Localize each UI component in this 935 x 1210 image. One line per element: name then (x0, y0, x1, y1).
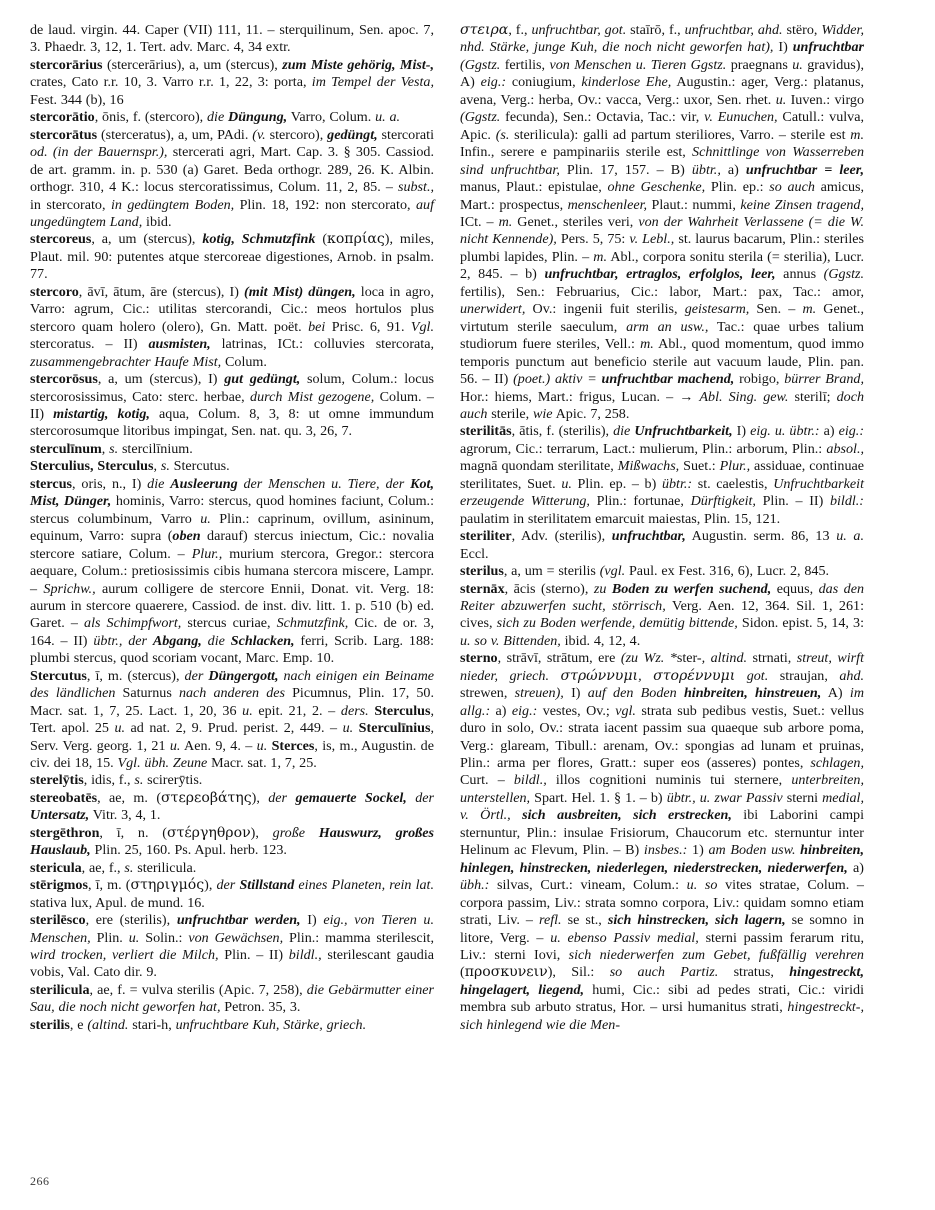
dictionary-entry: stergēthron, ī, n. (στέργηθρον), große Hauswurz, großes Hauslaub, Plin. 25, 160. Ps. Apul. herb. 123. (30, 824, 434, 859)
dictionary-entry: stercus, oris, n., I) die Ausleerung der Menschen u. Tiere, der Kot, Mist, Dünger, hominis, Varro: stercus, quod homines faciunt, Colum.: stercus columbinum, Varro u. Plin.: caprinum, ovillum, asininum, equinum, Varro: supra (oben darauf) stercus iniectum, Cic.: novalia stercore satiare, Colum. – Plur., murium stercora, Gregor.: stercora aequare, Colum.: pretiosissimis cibis humana stercora miscere, Lampr. – Sprichw., aurum colligere de stercore Ennii, Donat. vit. Verg. 18: aurum in stercore quaerere, Cassiod. de inst. div. litt. 1. p. 510 (b) ed. Garet. – als Schimpfwort, stercus curiae, Schmutzfink, Cic. de or. 3, 164. – II) übtr., der Abgang, die Schlacken, ferri, Scrib. Larg. 188: plumbi stercus, quod scoriam vocant, Marc. Emp. 10. (30, 475, 434, 667)
dictionary-entry: sterilēsco, ere (sterilis), unfruchtbar werden, I) eig., von Tieren u. Menschen, Plin. u. Solin.: von Gewächsen, Plin.: mamma sterilescit, wird trocken, verliert die Milch, Plin. – II) bildl., sterilescant gaudia vobis, Val. Cato dir. 9. (30, 912, 435, 981)
right-column (460, 22, 864, 1162)
dictionary-entry: stericula, ae, f., s. sterilicula. (30, 859, 197, 876)
left-column (30, 22, 434, 1162)
page-number: 266 (30, 1174, 50, 1188)
dictionary-entry: steriliter, Adv. (sterilis), unfruchtbar, Augustin. serm. 86, 13 u. a. Eccl. (460, 528, 864, 562)
dictionary-entry: sterelȳtis, idis, f., s. scirerȳtis. (30, 772, 203, 789)
dictionary-entry: stercorātus (sterceratus), a, um, PAdi. (v. stercoro), gedüngt, stercorati od. (in der Bauernspr.), stercerati agri, Mart. Cap. 3. § 305. Cassiod. de art. gramm. in. p. 530 (a) Garet. Beda orthogr. 289, 26. K. Albin. orthogr. 310, 4 K.: locus stercoratissimus, Colum. 11, 2, 85. – subst., in stercorato, in gedüngtem Boden, Plin. 18, 192: non stercorato, auf ungedüngtem Land, ibid. (30, 126, 434, 230)
dictionary-entry: stereobatēs, ae, m. (στερεοβάτης), der gemauerte Sockel, der Untersatz, Vitr. 3, 4, 1. (30, 789, 435, 824)
dictionary-entry: Sterculius, Sterculus, s. Stercutus. (30, 458, 230, 475)
dictionary-entry: sterno, strāvī, strātum, ere (zu Wz. *ster-, altind. strnati, streut, wirft nieder, griech. στρώννυμι, στορέννυμι got. straujan, ahd. strewen, streuen), I) auf den Boden hinbreiten, hinstreuen, A) im allg.: a) eig.: vestes, Ov.; vgl. strata sub pedibus vestis, Suet.: vellus duro in solo, Ov.: strata iacent passim sua quaeque sub arbore poma, Verg.: glaream, Tibull.: arenam, Ov.: spongias ad lunam et pruinas, Plin.: arma per flores, Gratt.: super eos (asseres) pontes, schlagen, Curt. – bildl., illos cognitioni numinis tui sternere, unterbreiten, unterstellen, Spart. Hel. 1. § 1. – b) übtr., u. zwar Passiv sterni medial, v. Örtl., sich ausbreiten, sich erstrecken, ibi Laborini campi sternuntur, Plin.: insulae Frisiorum, Chaucorum etc. sternuntur inter Helinum ac Flevum, Plin. – B) insbes.: 1) am Boden usw. hinbreiten, hinlegen, hinstrecken, niederlegen, niederstrecken, niederwerfen, a) übh.: silvas, Curt.: vineam, Colum.: u. so vites stratae, Colum. – corpora passim, Liv.: strata somno corpora, Liv.: quidam somno etiam strati, Liv. – refl. se st., sich hinstrecken, sich lagern, se somno in litore, Verg. – u. ebenso Passiv medial, sterni passim ferarum ritu, Liv.: sterni Iovi, sich niederwerfen zum Gebet, fußfällig verehren (προσκυνειν), Sil.: so auch Partiz. stratus, hingestreckt, hingelagert, liegend, humi, Cic.: sibi ad pedes strati, Cic.: viridi membra sub arbuto stratus, Hor. – ursi humanitus strati, hingestreckt-, sich hinlegend wie die Men- (460, 650, 865, 1033)
dictionary-entry: stercorātio, ōnis, f. (stercoro), die Düngung, Varro, Colum. u. a. (30, 109, 401, 126)
entry-continuation: de laud. virgin. 44. Caper (VII) 111, 11. – sterquilinum, Sen. apoc. 7, 3. Phaedr. 3, 12, 1. Tert. adv. Marc. 4, 34 extr. (30, 22, 434, 56)
dictionary-entry: stercoreus, a, um (stercus), kotig, Schmutzfink (κοπρίας), miles, Plaut. mil. 90: putentes atque stercoreae digestiones, Arnob. in psalm. 77. (30, 231, 434, 283)
dictionary-entry: stērigmos, ī, m. (στηριγμός), der Stillstand eines Planeten, rein lat. stativa lux, Apul. de mund. 16. (30, 877, 434, 911)
dictionary-entry: sterilitās, ātis, f. (sterilis), die Unfruchtbarkeit, I) eig. u. übtr.: a) eig.: agrorum, Cic.: terrarum, Lact.: mulierum, Plin.: arborum, Plin.: absol., magnā quondam sterilitate, Mißwachs, Suet.: Plur., assiduae, continuae sterilitates, Suet. u. Plin. ep. – b) übtr.: st. caelestis, Unfruchtbarkeit erzeugende Witterung, Plin.: fortunae, Dürftigkeit, Plin. – II) bildl.: paulatim in sterilitatem emarcuit maiestas, Plin. 15, 121. (460, 423, 865, 527)
entry-continuation: στειρα, f., unfruchtbar, got. staīrō, f., unfruchtbar, ahd. stëro, Widder, nhd. Stärke, junge Kuh, die noch nicht geworfen hat), I) unfruchtbar (Ggstz. fertilis, von Menschen u. Tieren Ggstz. praegnans u. gravidus), A) eig.: coniugium, kinderlose Ehe, Augustin.: ager, Verg.: platanus, avena, Verg.: herba, Ov.: vacca, Verg.: uxor, Sen. rhet. u. Iuven.: virgo (Ggstz. fecunda), Sen.: Octavia, Tac.: vir, v. Eunuchen, Catull.: vulva, Apic. (s. sterilicula): galli ad partum steriliores, Varro. – sterile est m. Infin., serere e pampinariis sterile est, Schnittlinge von Wasserreben sind unfruchtbar, Plin. 17, 157. – B) übtr., a) unfruchtbar = leer, manus, Plaut.: epistulae, ohne Geschenke, Plin. ep.: so auch amicus, Mart.: prospectus, menschenleer, Plaut.: nummi, keine Zinsen tragend, ICt. – m. Genet., steriles veri, von der Wahrheit Verlassene (= die W. nicht Kennende), Pers. 5, 75: v. Lebl., st. laurus bacarum, Plin.: steriles plumbi lapides, Plin. – m. Abl., corpora sonitu sterila (= sterilia), Lucr. 2, 845. – b) unfruchtbar, ertraglos, erfolglos, leer, annus (Ggstz. fertilis), Sen.: Februarius, Cic.: labor, Mart.: pax, Tac.: amor, unerwidert, Ov.: ingenii fuit sterilis, geistesarm, Sen. – m. Genet., virtutum sterile saeculum, arm an usw., Tac.: quae urbes talium studiorum fuere steriles, Vell.: m. Abl., quod momentum, quod immo temporis punctum aut beneficio sterile aut vacuum laude, Plin. pan. 56. – II) (poet.) aktiv = unfruchtbar machend, robigo, bürrer Brand, Hor.: hiems, Mart.: frigus, Lucan. – → Abl. Sing. gew. sterilī; doch auch sterile, wie Apic. 7, 258. (460, 22, 865, 422)
dictionary-entry: sterilis, e (altind. stari-h, unfruchtbare Kuh, Stärke, griech. (30, 1016, 367, 1033)
dictionary-entry: stercorōsus, a, um (stercus), I) gut gedüngt, solum, Colum.: locus stercorosissimus, Cato: sterc. herbae, durch Mist gezogene, Colum. – II) mistartig, kotig, aqua, Colum. 8, 3, 8: ut omne immundum stercorosumque litoribus impingat, Sen. nat. qu. 3, 26, 7. (30, 371, 435, 440)
dictionary-entry: sterilus, a, um = sterilis (vgl. Paul. ex Fest. 316, 6), Lucr. 2, 845. (460, 563, 830, 580)
dictionary-entry: sternāx, ācis (sterno), zu Boden zu werfen suchend, equus, das den Reiter abzuwerfen sucht, störrisch, Verg. Aen. 12, 364. Sil. 1, 261: cives, sich zu Boden werfende, demütig bittende, Sidon. epist. 5, 14, 3: u. so v. Bittenden, ibid. 4, 12, 4. (460, 580, 864, 649)
two-column-text-body (30, 22, 905, 1162)
dictionary-entry: sterilicula, ae, f. = vulva sterilis (Apic. 7, 258), die Gebärmutter einer Sau, die noch nicht geworfen hat, Petron. 35, 3. (30, 981, 434, 1016)
dictionary-entry: sterculīnum, s. stercilīnium. (30, 440, 193, 457)
dictionary-entry: stercorārius (stercerārius), a, um (stercus), zum Miste gehörig, Mist-, crates, Cato r.r. 10, 3. Varro r.r. 1, 22, 3: porta, im Tempel der Vesta, Fest. 344 (b), 16 (30, 56, 434, 108)
dictionary-entry: stercoro, āvī, ātum, āre (stercus), I) (mit Mist) düngen, loca in agro, Varro: agrum, Cic.: utilitas stercorandi, Cic.: meos hortulos plus stercoro quam holero (olero), Gn. Matt. poët. bei Prisc. 6, 91. Vgl. stercoratus. – II) ausmisten, latrinas, ICt.: colluvies stercorata, zusammengebrachter Haufe Mist, Colum. (30, 283, 435, 370)
dictionary-entry: Stercutus, ī, m. (stercus), der Düngergott, nach einigen ein Beiname des ländlichen Saturnus nach anderen des Picumnus, Plin. 17, 50. Macr. sat. 1, 7, 25. Lact. 1, 20, 36 u. epit. 21, 2. – ders. Sterculus, Tert. apol. 25 u. ad nat. 2, 9. Prud. perist. 2, 449. – u. Sterculīnius, Serv. Verg. georg. 1, 21 u. Aen. 9, 4. – u. Sterces, is, m., Augustin. de civ. dei 18, 15. Vgl. übh. Zeune Macr. sat. 1, 7, 25. (30, 667, 435, 772)
